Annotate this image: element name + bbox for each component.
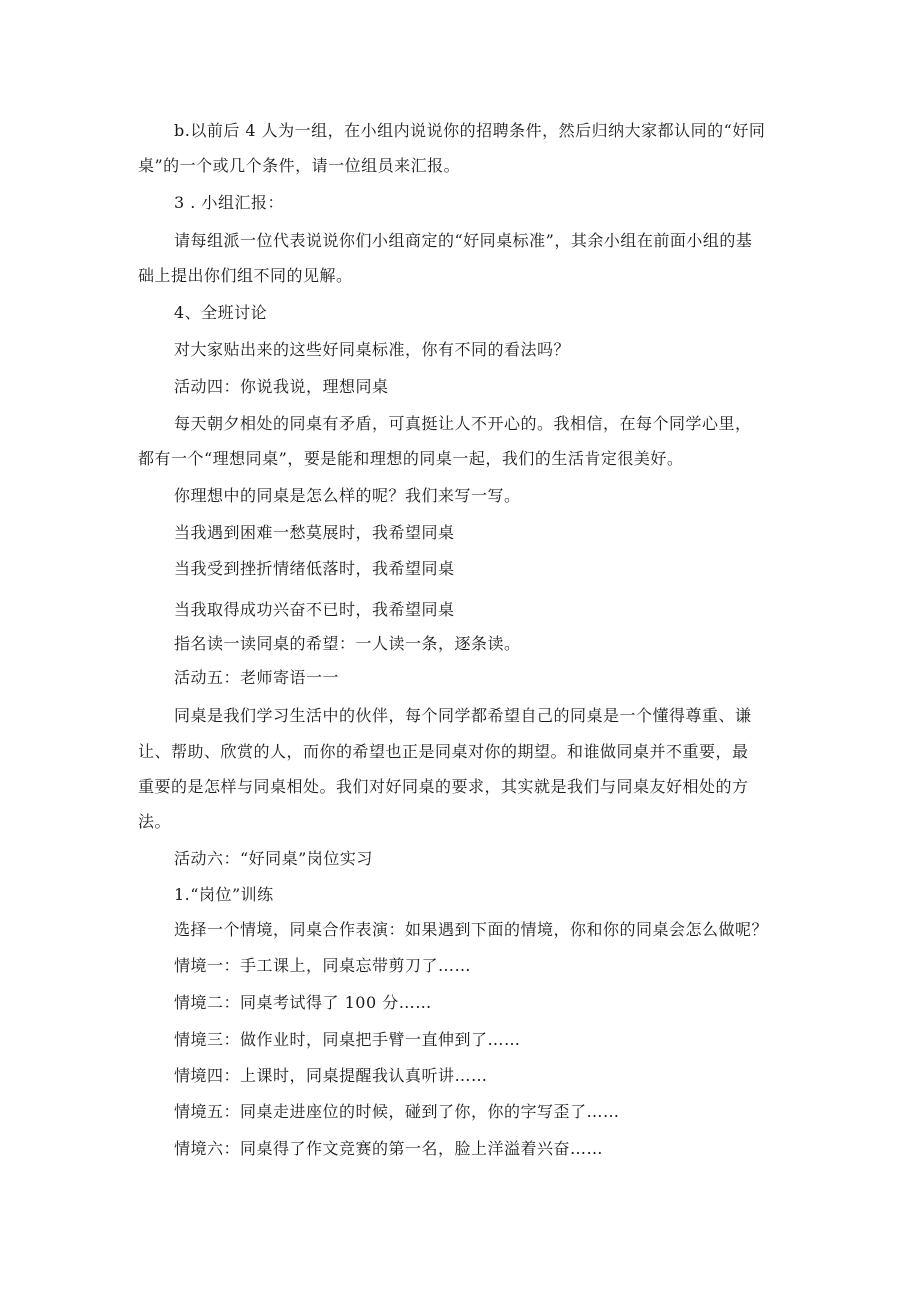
text-line: 情境四：上课时，同桌提醒我认真听讲…… [174,1066,488,1085]
text-line: 法。 [138,812,172,831]
text-line: 3 . 小组汇报： [174,193,284,212]
text-line: 选择一个情境，同桌合作表演：如果遇到下面的情境，你和你的同桌会怎么做呢？ [174,920,769,939]
text-line: 4、全班讨论 [174,303,268,322]
text-line: 活动四：你说我说，理想同桌 [174,377,389,396]
text-line: 情境二：同桌考试得了 100 分…… [174,993,432,1012]
text-line: 活动五：老师寄语一一 [174,668,340,687]
text-line: 对大家贴出来的这些好同桌标准，你有不同的看法吗？ [174,340,571,359]
text-line: 情境三：做作业时，同桌把手臂一直伸到了…… [174,1030,521,1049]
text-line: 当我受到挫折情绪低落时，我希望同桌 [174,559,455,578]
text-line: 每天朝夕相处的同桌有矛盾，可真挺让人不开心的。我相信，在每个同学心里， [174,414,752,433]
text-line: 当我遇到困难一愁莫展时，我希望同桌 [174,523,455,542]
text-line: 1.“岗位”训练 [174,885,274,904]
text-line: 同桌是我们学习生活中的伙伴，每个同学都希望自己的同桌是一个懂得尊重、谦 [174,706,752,725]
text-line: b.以前后 4 人为一组，在小组内说说你的招聘条件，然后归纳大家都认同的“好同 [174,121,766,140]
text-line: 桌”的一个或几个条件，请一位组员来汇报。 [138,156,461,175]
text-line: 活动六：“好同桌”岗位实习 [174,849,373,868]
text-line: 础上提出你们组不同的见解。 [138,266,353,285]
text-line: 你理想中的同桌是怎么样的呢？我们来写一写。 [174,486,521,505]
text-line: 都有一个“理想同桌”，要是能和理想的同桌一起，我们的生活肯定很美好。 [138,449,684,468]
text-line: 情境五：同桌走进座位的时候，碰到了你，你的字写歪了…… [174,1102,620,1121]
text-line: 情境一：手工课上，同桌忘带剪刀了…… [174,956,472,975]
text-line: 当我取得成功兴奋不已时，我希望同桌 [174,600,455,619]
text-line: 情境六：同桌得了作文竞赛的第一名，脸上洋溢着兴奋…… [174,1139,604,1158]
text-line: 指名读一读同桌的希望：一人读一条，逐条读。 [174,634,521,653]
text-line: 让、帮助、欣赏的人，而你的希望也正是同桌对你的期望。和谁做同桌并不重要，最 [138,742,749,761]
text-line: 请每组派一位代表说说你们小组商定的“好同桌标准”，其余小组在前面小组的基 [174,231,753,250]
text-line: 重要的是怎样与同桌相处。我们对好同桌的要求，其实就是我们与同桌友好相处的方 [138,777,749,796]
